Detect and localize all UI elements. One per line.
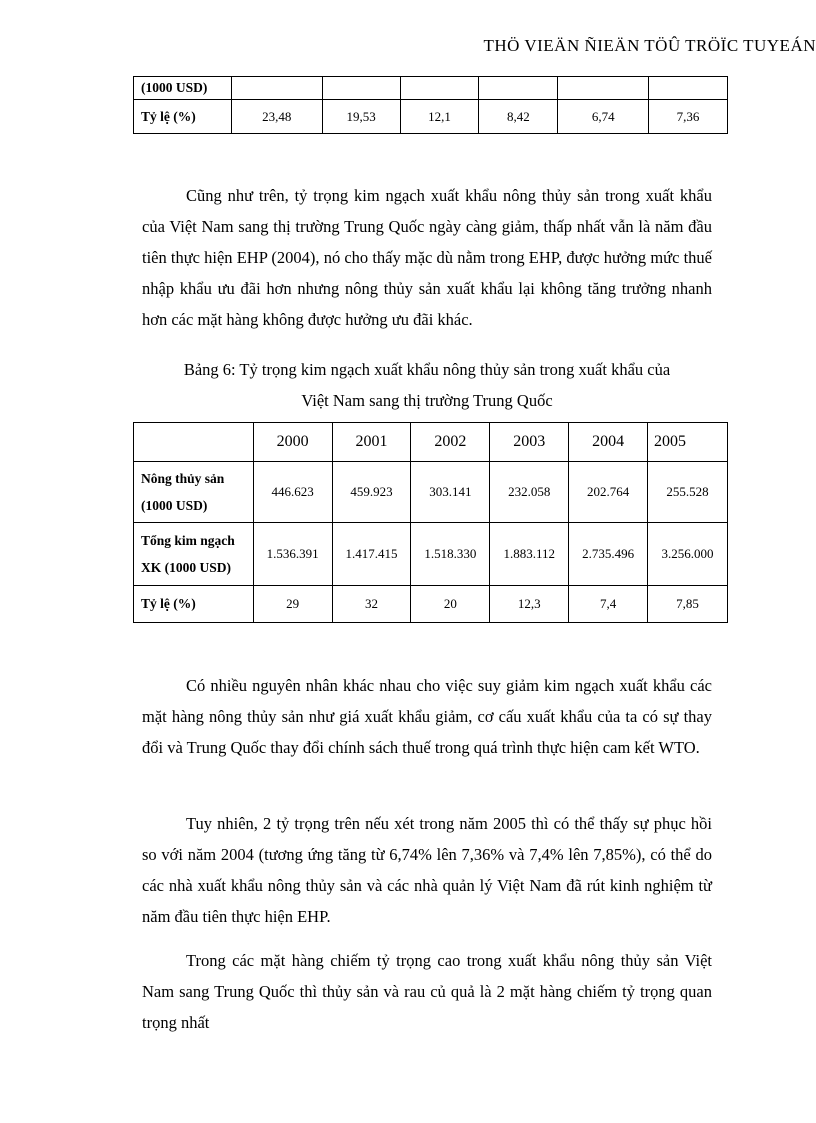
table-cell: [231, 77, 322, 100]
table-cell: 12,3: [490, 586, 569, 623]
table-row: [134, 462, 728, 523]
year-header: 2002: [411, 423, 490, 462]
table-cell: 202.764: [569, 462, 648, 523]
table-6: [133, 422, 728, 623]
table-cell: 303.141: [411, 462, 490, 523]
table-cell: 7,85: [648, 586, 728, 623]
table-row: [134, 586, 728, 623]
row-label: Tỷ lệ (%): [134, 100, 232, 134]
table-cell: 1.883.112: [490, 523, 569, 586]
table-cell: 255.528: [648, 462, 728, 523]
table-cell: 1.536.391: [253, 523, 332, 586]
year-header: 2000: [253, 423, 332, 462]
page-header: THÖ VIEÄN ÑIEÄN TÖÛ TRÖÏC TUYEÁN: [483, 36, 816, 55]
table-cell: [400, 77, 479, 100]
paragraph-1: Cũng như trên, tỷ trọng kim ngạch xuất khẩu nông thủy sản trong xuất khẩu của Việt Nam sang thị trường Trung Quốc ngày càng giảm, thấp nhất vẫn là năm đầu tiên thực hiện EHP (2004), nó cho thấy mặc dù nằm trong EHP, được hưởng mức thuế nhập khẩu ưu đãi hơn nhưng nông thủy sản xuất khẩu lại không tăng trưởng nhanh hơn các mặt hàng không được hưởng ưu đãi khác.: [142, 186, 712, 329]
paragraph-2: Có nhiều nguyên nhân khác nhau cho việc suy giảm kim ngạch xuất khẩu các mặt hàng nông thủy sản như giá xuất khẩu giảm, cơ cấu xuất khẩu của ta có sự thay đổi và Trung Quốc thay đổi chính sách thuế trong quá trình thực hiện cam kết WTO.: [142, 676, 712, 757]
paragraph-4: Trong các mặt hàng chiếm tỷ trọng cao trong xuất khẩu nông thủy sản Việt Nam sang Trung Quốc thì thủy sản và rau củ quả là 2 mặt hàng chiếm tỷ trọng quan trọng nhất: [142, 951, 712, 1032]
table-cell: 29: [253, 586, 332, 623]
table-cell: 7,4: [569, 586, 648, 623]
year-header: 2005: [648, 423, 728, 462]
table-cell: 7,36: [649, 100, 728, 134]
table-cell: 6,74: [558, 100, 649, 134]
table-6-caption-line-1: Bảng 6: Tỷ trọng kim ngạch xuất khẩu nông thủy sản trong xuất khẩu của: [183, 360, 671, 379]
table-cell: 459.923: [332, 462, 411, 523]
row-label: Tổng kim ngạch XK (1000 USD): [134, 523, 254, 586]
empty-header-cell: [134, 423, 254, 462]
table-5-continued: [133, 76, 728, 134]
table-header-row: [134, 423, 728, 462]
table-cell: 23,48: [231, 100, 322, 134]
table-cell: 232.058: [490, 462, 569, 523]
table-cell: [649, 77, 728, 100]
row-label: Nông thủy sản (1000 USD): [134, 462, 254, 523]
table-cell: [479, 77, 558, 100]
table-cell: 1.417.415: [332, 523, 411, 586]
table-cell: [558, 77, 649, 100]
year-header: 2003: [490, 423, 569, 462]
table-row: [134, 100, 728, 134]
table-row: [134, 77, 728, 100]
row-label: Tỷ lệ (%): [134, 586, 254, 623]
table-cell: 3.256.000: [648, 523, 728, 586]
table-cell: 20: [411, 586, 490, 623]
table-cell: 2.735.496: [569, 523, 648, 586]
table-cell: 32: [332, 586, 411, 623]
table-cell: [322, 77, 400, 100]
table-row: [134, 523, 728, 586]
row-label: (1000 USD): [134, 77, 232, 100]
table-cell: 1.518.330: [411, 523, 490, 586]
paragraph-3: Tuy nhiên, 2 tỷ trọng trên nếu xét trong năm 2005 thì có thể thấy sự phục hồi so với năm 2004 (tương ứng tăng từ 6,74% lên 7,36% và 7,4% lên 7,85%), có thể do các nhà xuất khẩu nông thủy sản và các nhà quản lý Việt Nam đã rút kinh nghiệm từ năm đầu tiên thực hiện EHP.: [142, 814, 712, 926]
year-header: 2004: [569, 423, 648, 462]
year-header: 2001: [332, 423, 411, 462]
table-cell: 19,53: [322, 100, 400, 134]
table-cell: 12,1: [400, 100, 479, 134]
table-cell: 8,42: [479, 100, 558, 134]
table-6-caption-line-2: Việt Nam sang thị trường Trung Quốc: [301, 391, 553, 410]
table-cell: 446.623: [253, 462, 332, 523]
